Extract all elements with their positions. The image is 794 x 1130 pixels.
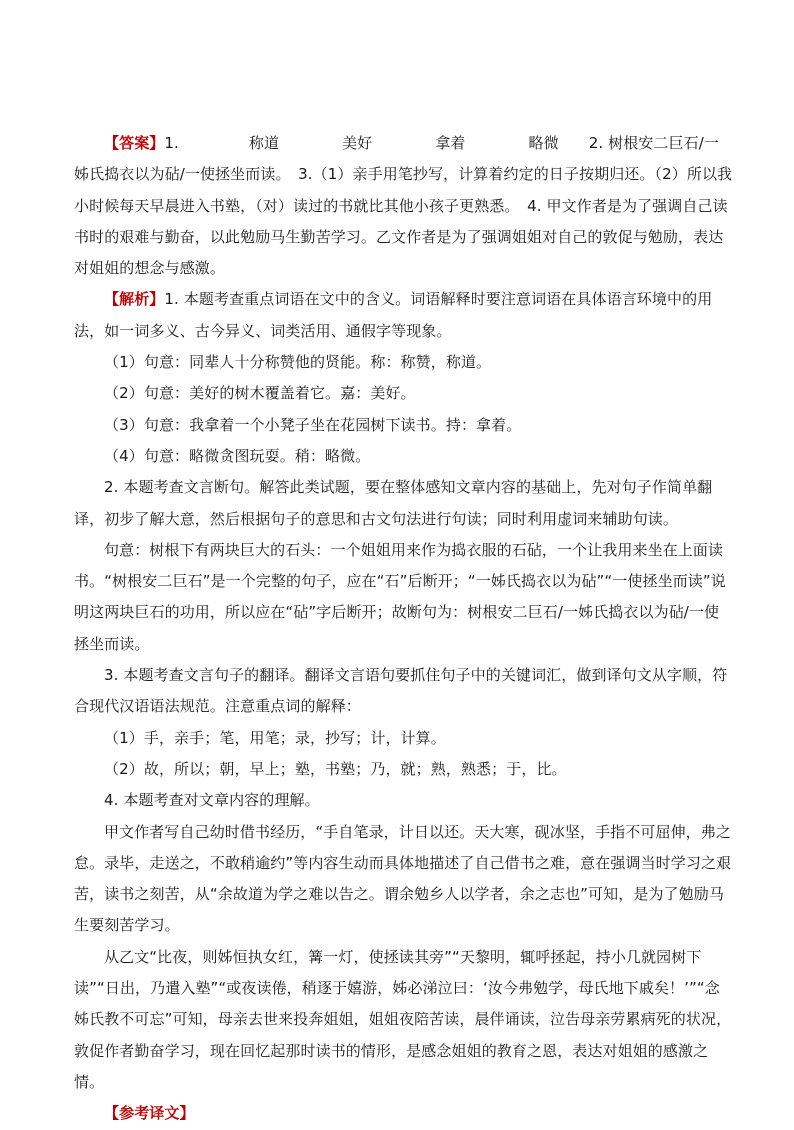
analysis-q4-text-b: 从乙文“比夜，则姊恒执女红，篝一灯，使拯读其旁”“天黎明，辄呼拯起，持小几就园树下读”“日出，乃遣入塾”“或夜读倦，稍逐于嬉游，姊必涕泣曰：‘汝今弗勉学，母氏地下戚矣！’”“念姊氏教不可忘”可知，母亲去世来投奔姐姐，姐姐夜陪苦读，晨伴诵读，泣告母亲劳累病死的状况，敦促作者勤奋学习，现在回忆起那时读书的情形，是感念姐姐的教育之恩，表达对姐姐的感激之情。 [74,947,732,1091]
answer-q1-number: 1. [164,134,179,152]
translation-heading [74,1098,734,1129]
answer-word-2: 美好 [342,134,373,152]
analysis-q2-intro: 2. 本题考查文言断句。解答此类试题，要在整体感知文章内容的基础上，先对句子作简单翻译，初步了解大意，然后根据句子的意思和古文句法进行句读；同时利用虚词来辅助句读。 [74,478,713,528]
answer-tag: 【答案】 [104,134,165,152]
analysis-q1-item-4: （4）句意：略微贪图玩耍。稍：略微。 [104,446,371,465]
answer-word-3: 拿着 [435,134,466,152]
analysis-q3-item-1: （1）手，亲手；笔，用笔；录，抄写；计，计算。 [104,728,446,747]
translation-tag: 【参考译文】 [104,1104,195,1123]
analysis-paragraph-1 [74,284,734,347]
analysis-q3-item-2: （2）故，所以；朝，早上；塾，书塾；乃，就；熟，熟悉；于，比。 [104,759,567,778]
analysis-q1-item-2: （2）句意：美好的树木覆盖着它。嘉：美好。 [104,384,416,403]
answer-word-4: 略微 [528,134,559,152]
analysis-tag: 【解析】 [104,290,165,309]
analysis-q4-text-a: 甲文作者写自己幼时借书经历，“手自笔录，计日以还。天大寒，砚冰坚，手指不可屈伸，弗之怠。录毕，走送之，不敢稍逾约”等内容生动而具体地描述了自己借书之难，意在强调当时学习之艰苦，读书之刻苦，从“余故道为学之难以告之。谓余勉乡人以学者，余之志也”可知，是为了勉励马生要刻苦学习。 [74,822,732,935]
answer-word-1: 称道 [248,134,280,152]
analysis-q1-item-3: （3）句意：我拿着一个小凳子坐在花园树下读书。持：拿着。 [104,415,522,434]
analysis-q4-intro: 4. 本题考查对文章内容的理解。 [104,791,320,810]
analysis-q2-explanation: 句意：树根下有两块巨大的石头：一个姐姐用来作为捣衣服的石砧，一个让我用来坐在上面读书。“树根安二巨石”是一个完整的句子，应在“石”后断开；“一姊氏捣衣以为砧”“一使拯坐而读”说明这两块巨石的功用，所以应在“砧”字后断开；故断句为：树根安二巨石/一姊氏捣衣以为砧/一使拯坐而读。 [74,540,726,653]
analysis-q1-intro: 1. 本题考查重点词语在文中的含义。词语解释时要注意词语在具体语言环境中的用法，如一词多义、古今异义、词类活用、通假字等现象。 [74,290,713,340]
answer-rest: 2. 树根安二巨石/一姊氏捣衣以为砧/一使拯坐而读。 3.（1）亲手用笔抄写，计算着约定的日子按期归还。（2）所以我小时候每天早晨进入书塾，（对）读过的书就比其他小孩子更熟悉。 4. 甲文作者是为了强调自己读书时的艰难与勤奋，以此勉励马生勤苦学习。乙文作者是为了强调姐姐对自己的敦促与勉励，表达对姐姐的想念与感激。 [74,134,733,278]
analysis-q1-item-1: （1）句意：同辈人十分称赞他的贤能。称：称赞，称道。 [104,353,492,372]
document-page [74,128,734,1130]
analysis-q3-intro: 3. 本题考查文言句子的翻译。翻译文言语句要抓住句子中的关键词汇，做到译句文从字顺，符合现代汉语语法规范。注意重点词的解释： [74,666,728,716]
answer-paragraph [74,128,734,284]
